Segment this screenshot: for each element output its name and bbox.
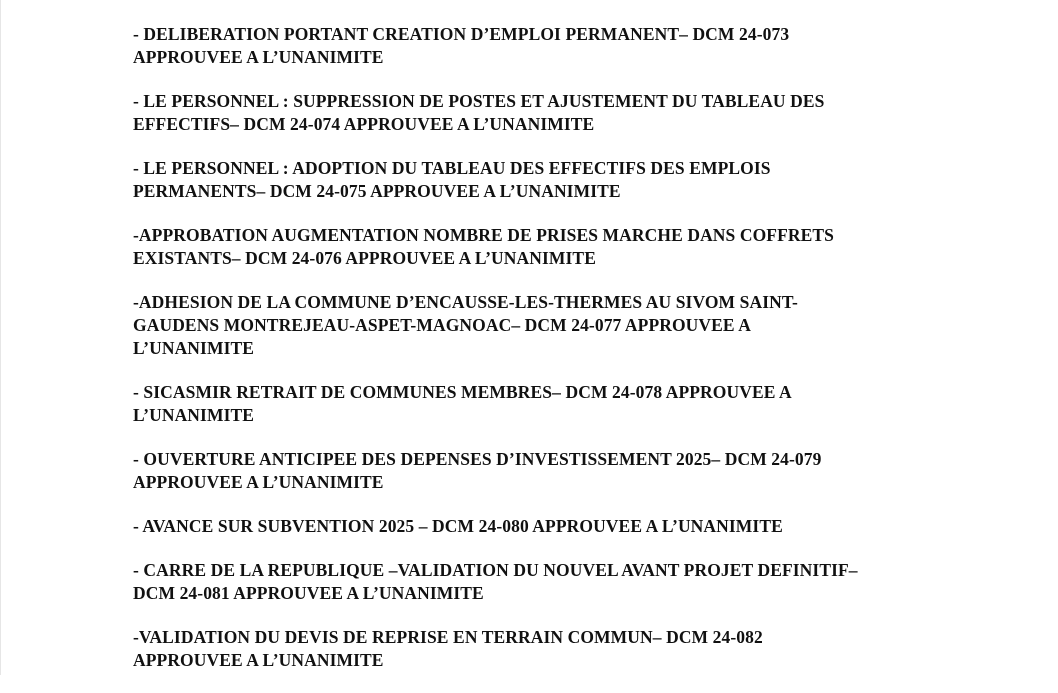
list-item bbox=[133, 90, 963, 136]
item-text-line: APPROUVEE A L’UNANIMITE bbox=[133, 650, 384, 670]
item-text-line: - LE PERSONNEL : ADOPTION DU TABLEAU DES EFFECTIFS DES EMPLOIS bbox=[133, 158, 771, 178]
item-text-line: -APPROBATION AUGMENTATION NOMBRE DE PRISES MARCHE DANS COFFRETS bbox=[133, 225, 835, 245]
page-edge-divider bbox=[0, 0, 1, 675]
item-text-line: - LE PERSONNEL : SUPPRESSION DE POSTES ET AJUSTEMENT DU TABLEAU DES bbox=[133, 91, 825, 111]
item-text-line: EFFECTIFS– DCM 24-074 APPROUVEE A L’UNANIMITE bbox=[133, 114, 595, 134]
list-item bbox=[133, 381, 963, 427]
list-item bbox=[133, 448, 963, 494]
list-item bbox=[133, 559, 963, 605]
list-item bbox=[133, 23, 963, 69]
item-text-line: EXISTANTS– DCM 24-076 APPROUVEE A L’UNANIMITE bbox=[133, 248, 596, 268]
item-text-line: APPROUVEE A L’UNANIMITE bbox=[133, 47, 384, 67]
item-text-line: - OUVERTURE ANTICIPEE DES DEPENSES D’INVESTISSEMENT 2025– DCM 24-079 bbox=[133, 449, 822, 469]
item-text-line: -VALIDATION DU DEVIS DE REPRISE EN TERRAIN COMMUN– DCM 24-082 bbox=[133, 627, 763, 647]
item-text-line: APPROUVEE A L’UNANIMITE bbox=[133, 472, 384, 492]
list-item bbox=[133, 515, 963, 538]
deliberation-list bbox=[133, 23, 963, 693]
list-item bbox=[133, 157, 963, 203]
list-item bbox=[133, 291, 963, 360]
list-item bbox=[133, 626, 963, 672]
item-text-line: L’UNANIMITE bbox=[133, 338, 255, 358]
item-text-line: - DELIBERATION PORTANT CREATION D’EMPLOI PERMANENT– DCM 24-073 bbox=[133, 24, 790, 44]
item-text-line: PERMANENTS– DCM 24-075 APPROUVEE A L’UNANIMITE bbox=[133, 181, 621, 201]
item-text-line: - SICASMIR RETRAIT DE COMMUNES MEMBRES– DCM 24-078 APPROUVEE A bbox=[133, 382, 792, 402]
item-text-line: DCM 24-081 APPROUVEE A L’UNANIMITE bbox=[133, 583, 484, 603]
item-text-line: - AVANCE SUR SUBVENTION 2025 – DCM 24-080 APPROUVEE A L’UNANIMITE bbox=[133, 516, 783, 536]
item-text-line: L’UNANIMITE bbox=[133, 405, 255, 425]
item-text-line: - CARRE DE LA REPUBLIQUE –VALIDATION DU NOUVEL AVANT PROJET DEFINITIF– bbox=[133, 560, 858, 580]
item-text-line: GAUDENS MONTREJEAU-ASPET-MAGNOAC– DCM 24-077 APPROUVEE A bbox=[133, 315, 751, 335]
list-item bbox=[133, 224, 963, 270]
item-text-line: -ADHESION DE LA COMMUNE D’ENCAUSSE-LES-THERMES AU SIVOM SAINT- bbox=[133, 292, 798, 312]
